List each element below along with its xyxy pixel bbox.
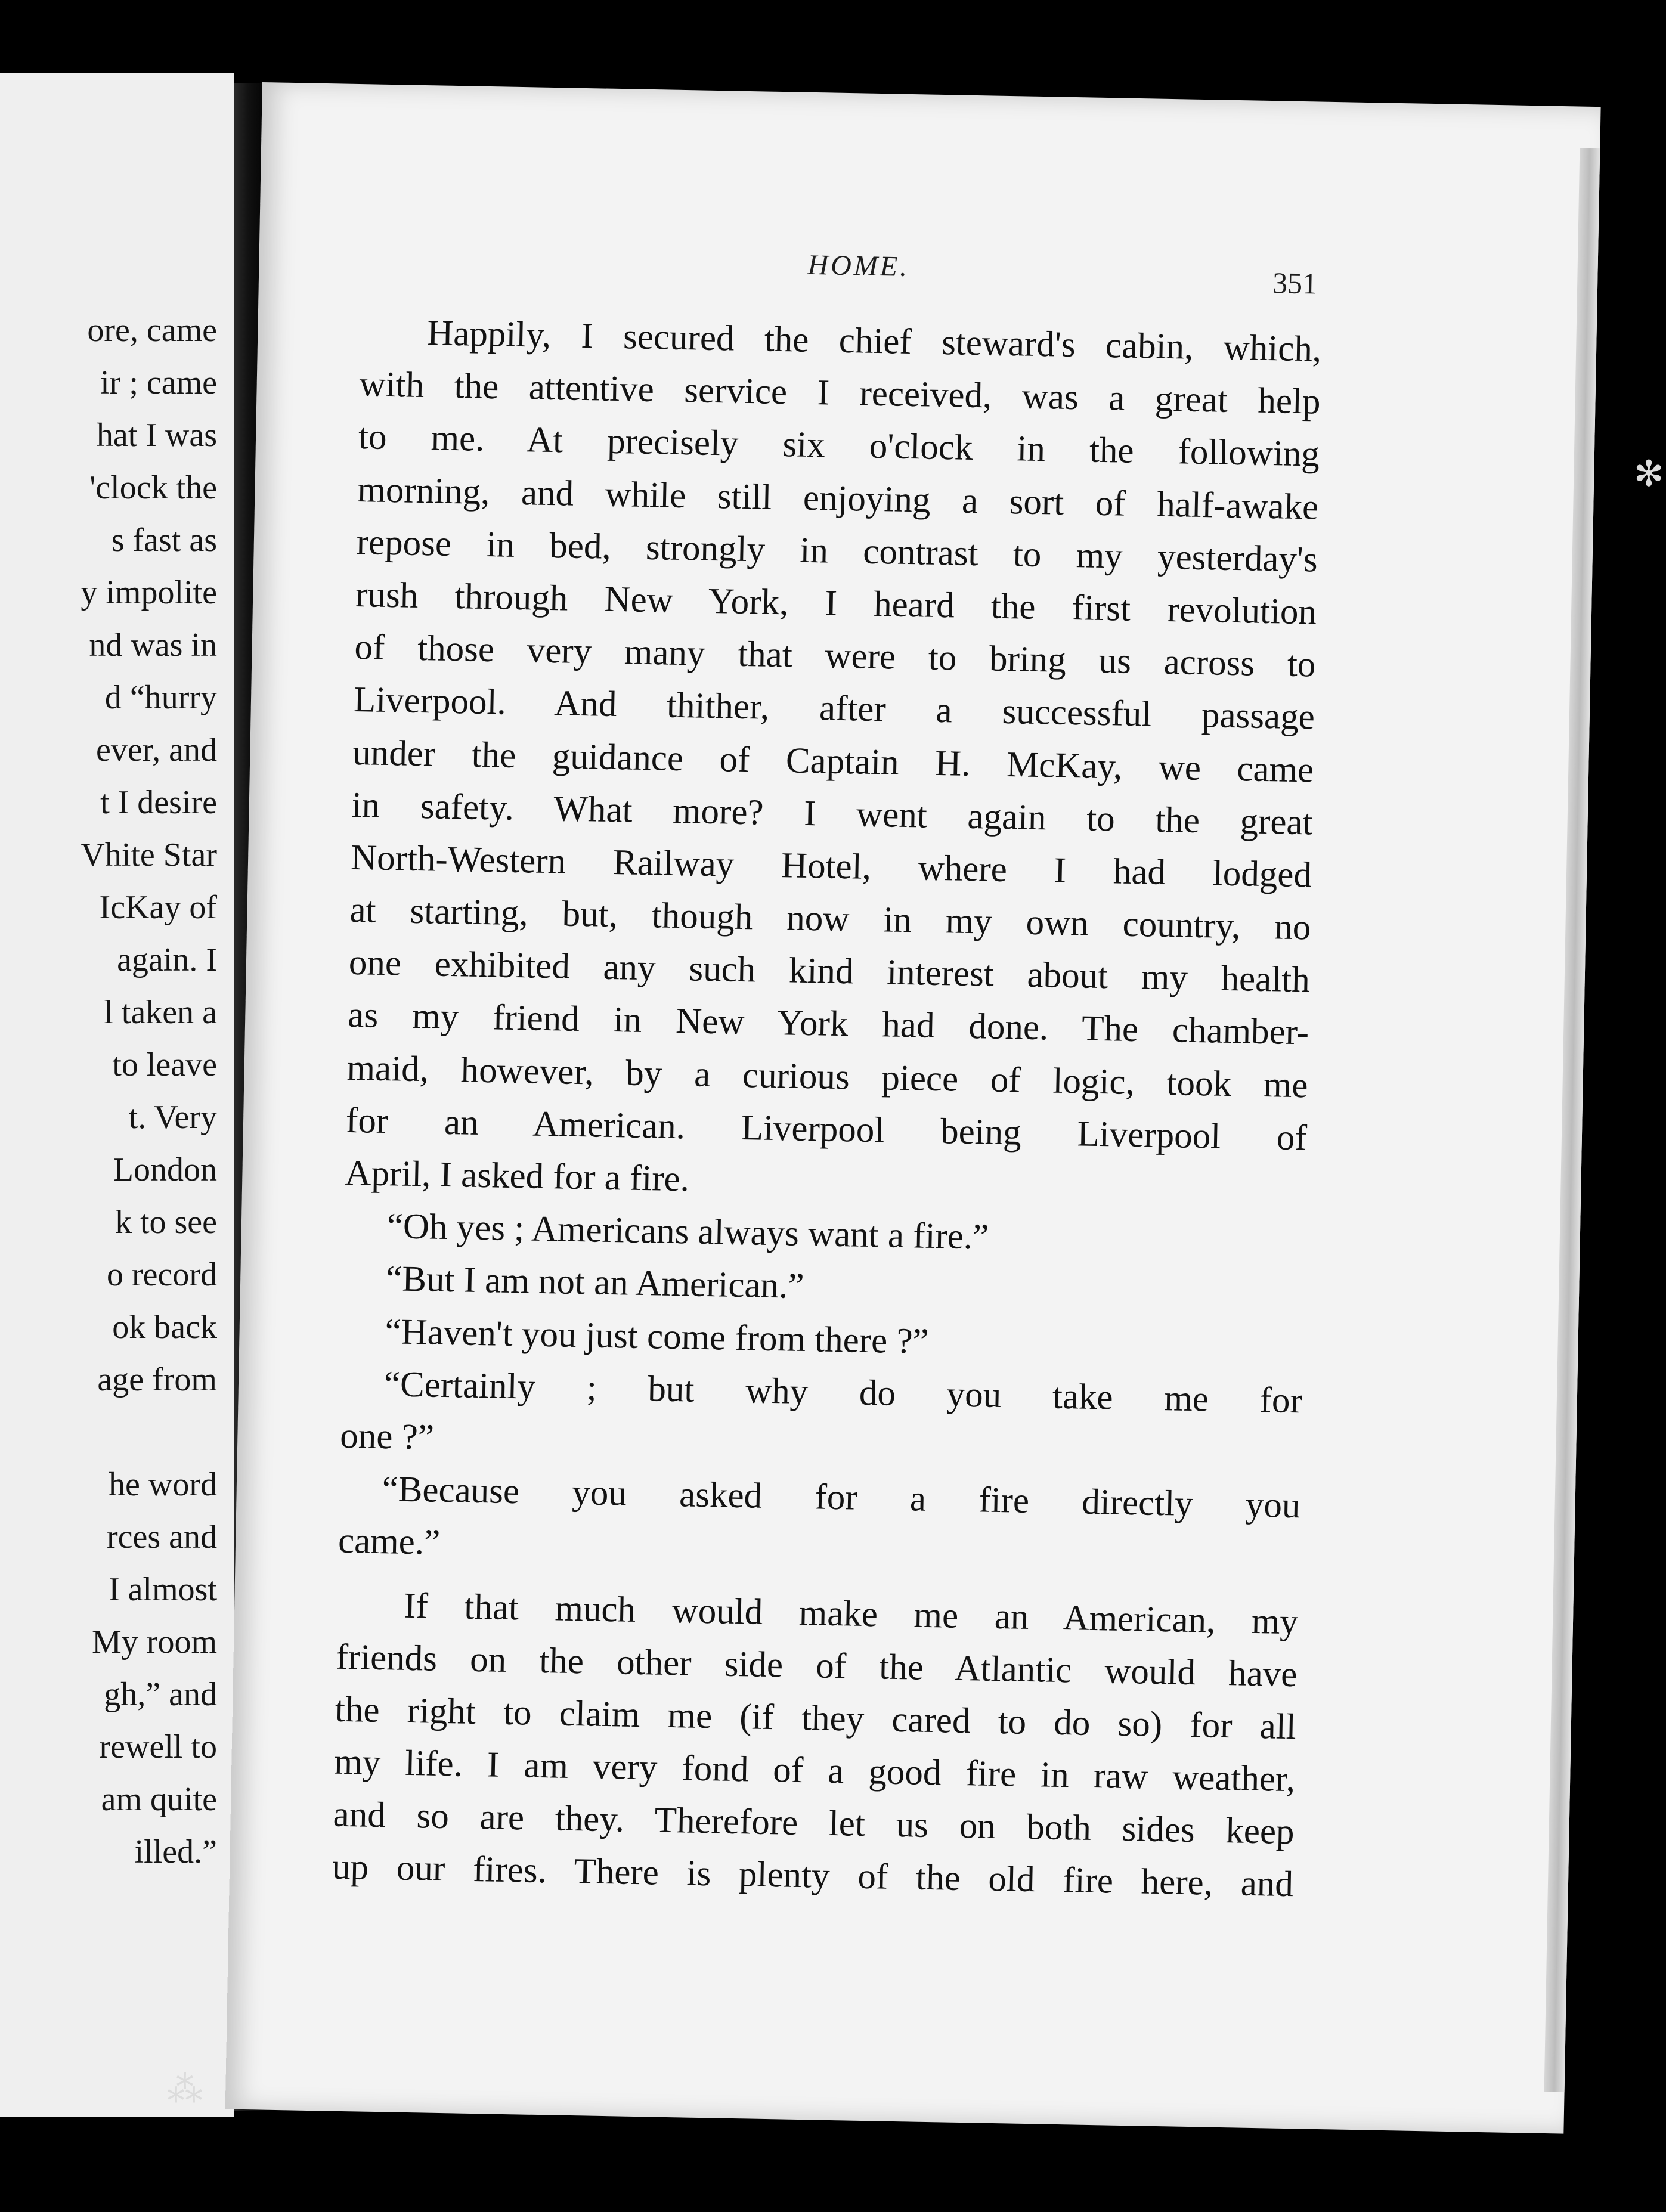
dialogue-line: “Haven't you just come from there ?” <box>385 1311 930 1362</box>
facing-page <box>0 73 234 2117</box>
body-text <box>332 306 1322 1912</box>
facing-line: y impolite <box>80 574 217 611</box>
facing-line: I almost <box>109 1571 217 1608</box>
facing-line: 'clock the <box>89 469 217 506</box>
book-page <box>225 82 1601 2134</box>
facing-line: rces and <box>106 1519 217 1556</box>
facing-line: Vhite Star <box>80 837 217 873</box>
facing-line: o record <box>106 1256 217 1293</box>
dialogue-line: “Certainly ; but why do you take me for <box>383 1364 1303 1421</box>
text-line: rush through New York, I heard the first revolution <box>355 574 1317 633</box>
text-line: as my friend in New York had done. The chamber- <box>347 995 1309 1053</box>
facing-line: age from <box>97 1361 217 1398</box>
text-line: and so are they. Therefore let us on both sides keep <box>333 1794 1295 1852</box>
text-line: friends on the other side of the Atlantic would have <box>336 1637 1298 1694</box>
facing-line: l taken a <box>104 994 217 1031</box>
facing-line: ore, came <box>87 312 217 349</box>
facing-line: t I desire <box>100 784 217 821</box>
text-line: North-Western Railway Hotel, where I had lodged <box>350 837 1312 896</box>
dialogue-line: “But I am not an American.” <box>385 1259 805 1307</box>
text-line: up our fires. There is plenty of the old fire here, and <box>332 1847 1294 1905</box>
text-line: maid, however, by a curious piece of logic, took me <box>346 1048 1309 1106</box>
facing-line: My room <box>92 1624 217 1660</box>
text-line: to me. At precisely six o'clock in the following <box>358 417 1320 475</box>
page-edge <box>1544 148 1600 2092</box>
dialogue-line: one ?” <box>339 1415 435 1458</box>
text-line: the right to claim me (if they cared to do so) for all <box>335 1689 1297 1748</box>
text-line: April, I asked for a fire. <box>344 1153 690 1200</box>
text-line: Happily, I secured the chief steward's cabin, which, <box>426 313 1322 370</box>
dialogue-line: “Oh yes ; Americans always want a fire.” <box>386 1206 989 1257</box>
facing-line: again. I <box>117 941 217 978</box>
dialogue-line: “Because you asked for a fire directly you <box>382 1469 1301 1526</box>
text-line: in safety. What more? I went again to the great <box>351 785 1314 843</box>
text-line: with the attentive service I received, was a great help <box>359 364 1321 422</box>
scan-speck: ⁂ <box>167 2070 203 2109</box>
text-line: of those very many that were to bring us across to <box>354 627 1317 685</box>
facing-line: s fast as <box>111 522 217 559</box>
text-line: Liverpool. And thither, after a successful passage <box>353 680 1315 738</box>
facing-line: ok back <box>112 1309 217 1346</box>
page-number: 351 <box>1272 266 1318 300</box>
facing-line: hat I was <box>96 417 217 454</box>
scan-speck: ✻ <box>1634 454 1664 494</box>
facing-line: illed.” <box>134 1833 217 1870</box>
text-line: repose in bed, strongly in contrast to my yesterday's <box>356 522 1318 580</box>
text-line: at starting, but, though now in my own country, no <box>349 890 1311 948</box>
facing-line: t. Very <box>128 1099 217 1136</box>
dialogue-line: came.” <box>337 1521 441 1563</box>
facing-line: d “hurry <box>104 679 217 716</box>
facing-line: IcKay of <box>99 889 217 926</box>
running-head: HOME. <box>807 249 910 283</box>
facing-line: nd was in <box>89 627 217 664</box>
facing-line: ever, and <box>96 732 217 769</box>
text-line: for an American. Liverpool being Liverpool of <box>345 1100 1308 1158</box>
text-line: my life. I am very fond of a good fire in raw weather, <box>333 1742 1296 1800</box>
facing-line: he word <box>109 1466 217 1503</box>
facing-line: to leave <box>112 1046 217 1083</box>
facing-line: gh,” and <box>104 1676 217 1713</box>
facing-page-text <box>80 304 217 1878</box>
text-line: under the guidance of Captain H. McKay, we came <box>352 732 1314 790</box>
text-line: If that much would make me an American, my <box>403 1585 1299 1642</box>
text-line: morning, and while still enjoying a sort of half-awake <box>357 469 1319 528</box>
facing-line: k to see <box>114 1204 217 1241</box>
facing-line: London <box>113 1151 217 1188</box>
text-line: one exhibited any such kind interest about my health <box>348 943 1311 1000</box>
facing-line: ir ; came <box>100 364 217 401</box>
facing-line: am quite <box>101 1781 217 1818</box>
facing-line: rewell to <box>99 1728 217 1765</box>
